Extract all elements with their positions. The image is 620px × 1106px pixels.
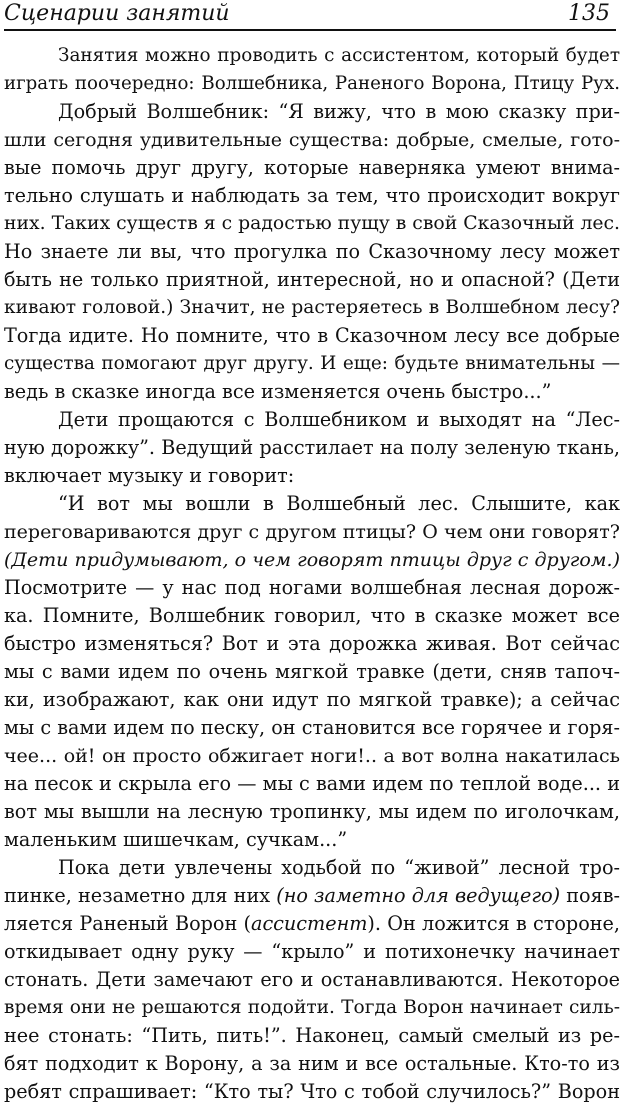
text-line: ки, изображают, как они идут по мягкой травке); а сейчас — [4, 688, 620, 711]
text-line: существа помогают друг другу. И еще: будьте внимательны — — [4, 353, 620, 374]
text-line: включает музыку и говорит: — [4, 464, 295, 487]
text-line: шли сегодня удивительные существа: добрые, смелые, гото- — [4, 129, 620, 151]
text-line: них. Таких существ я с радостью пущу в свой Сказочный лес. — [4, 213, 620, 234]
text-line: маленьким шишечкам, сучкам...” — [4, 828, 348, 851]
text-line: “И вот мы вошли в Волшебный лес. Слышите, как — [58, 492, 620, 515]
running-title: Сценарии занятий — [4, 1, 230, 26]
text-line: Тогда идите. Но помните, что в Сказочном лесу все добрые — [4, 324, 620, 347]
text-line: переговариваются друг с другом птицы? О чем они говорят? — [4, 521, 620, 543]
text-line: быстро изменяться? Вот и эта дорожка живая. Вот сейчас — [4, 632, 620, 655]
text-line: ляется Раненый Ворон (ассистент). Он ложится в стороне, — [4, 912, 620, 935]
text-line: мы с вами идем по очень мягкой травке (дети, сняв тапоч- — [4, 660, 620, 683]
text-line: Посмотрите — у нас под ногами волшебная лесная дорож- — [4, 576, 620, 599]
body-text — [0, 42, 620, 1106]
text-line: ка. Помните, Волшебник говорил, что в сказке может все — [4, 604, 620, 627]
text-line: Добрый Волшебник: “Я вижу, что в мою сказку при- — [58, 100, 620, 123]
text-line: ребят спрашивает: “Кто ты? Что с тобой случилось?” Ворон — [4, 1080, 620, 1103]
text-line: мы с вами идем по песку, он становится все горячее и горя- — [4, 716, 620, 739]
stage-direction: ассистент — [251, 912, 368, 935]
text-line: кивают головой.) Значит, не растеряетесь в Волшебном лесу? — [4, 297, 620, 318]
text-line: вот мы вышли на лесную тропинку, мы идем по иголочкам, — [4, 800, 620, 823]
text-line: чее... ой! он просто обжигает ноги!.. а вот волна накатилась — [4, 745, 620, 767]
text-line: ную дорожку”. Ведущий расстилает на полу зеленую ткань, — [4, 436, 620, 459]
page-number: 135 — [568, 1, 610, 26]
text-line: (Дети придумывают, о чем говорят птицы друг с другом.) — [4, 549, 620, 571]
text-line: время они не решаются подойти. Тогда Ворон начинает силь- — [4, 997, 620, 1018]
text-line: Дети прощаются с Волшебником и выходят на “Лес- — [58, 408, 620, 431]
text-line: нее стонать: “Пить, пить!”. Наконец, самый смелый из ре- — [4, 1024, 620, 1047]
text-line: ведь в сказке иногда все изменяется очень быстро...” — [4, 380, 552, 403]
text-line: Пока дети увлечены ходьбой по “живой” лесной тро- — [58, 856, 620, 879]
running-header — [4, 0, 616, 30]
text-line: стонать. Дети замечают его и останавливаются. Некоторое — [4, 968, 620, 991]
stage-direction: (но заметно для ведущего) — [276, 884, 561, 907]
text-line: на песок и скрыла его — мы с вами идем по теплой воде... и — [4, 772, 620, 795]
text-line: откидывает одну руку — “крыло” и потихонечку начинает — [4, 940, 620, 963]
header-rule — [4, 29, 616, 31]
text-line: Занятия можно проводить с ассистентом, который будет — [58, 45, 620, 66]
text-line: вые помочь друг другу, которые наверняка умеют внима- — [4, 156, 620, 179]
text-line: быть не только приятной, интересной, но и опасной? (Дети — [4, 268, 620, 291]
text-line: пинке, незаметно для них (но заметно для ведущего) появ- — [4, 884, 620, 907]
text-line: играть поочередно: Волшебника, Раненого Ворона, Птицу Рух. — [4, 73, 620, 94]
text-line: тельно слушать и наблюдать за тем, что происходит вокруг — [4, 184, 620, 207]
text-line: Но знаете ли вы, что прогулка по Сказочному лесу может — [4, 240, 620, 263]
text-line: бят подходит к Ворону, а за ним и все остальные. Кто-то из — [4, 1052, 620, 1075]
